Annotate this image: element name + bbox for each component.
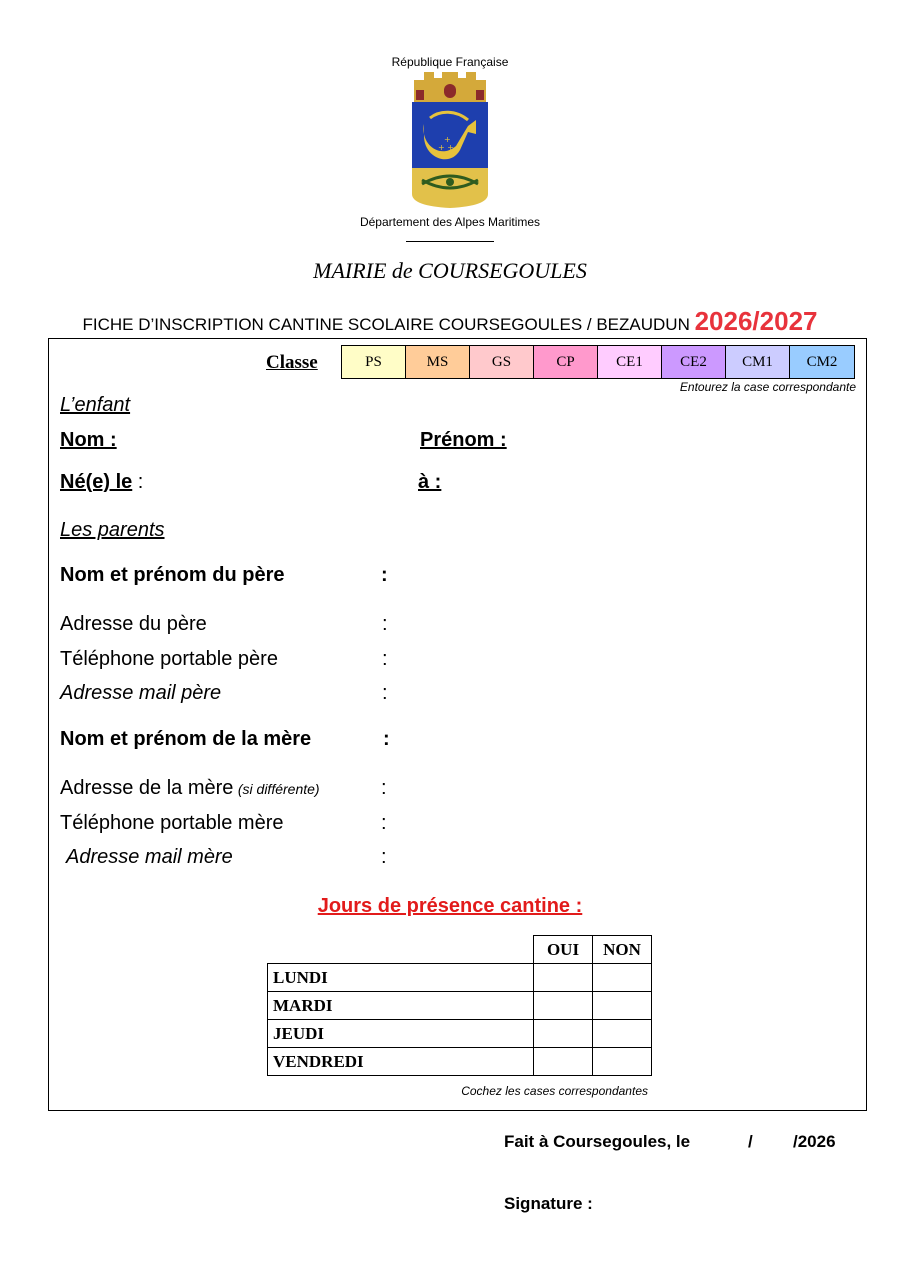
header-non: NON [593, 936, 652, 964]
classe-option-ce1[interactable]: CE1 [598, 346, 662, 378]
mardi-oui-checkbox[interactable] [534, 992, 593, 1020]
mere-tel-label: Téléphone portable mère [60, 812, 284, 834]
mere-nom-colon: : [383, 728, 390, 750]
mairie-title: MAIRIE de COURSEGOULES [313, 258, 587, 283]
jours-hint: Cochez les cases correspondantes [461, 1084, 648, 1098]
date-slash: / [748, 1132, 753, 1151]
pere-tel-colon: : [382, 648, 388, 670]
pere-nom-label: Nom et prénom du père [60, 564, 285, 586]
classe-option-gs[interactable]: GS [470, 346, 534, 378]
vendredi-oui-checkbox[interactable] [534, 1048, 593, 1076]
ne-le-label [60, 471, 143, 494]
mere-nom-label: Nom et prénom de la mère [60, 728, 312, 750]
lieu-naissance-label: à : [418, 471, 442, 493]
fiche-title-text: FICHE D’INSCRIPTION CANTINE SCOLAIRE COURSEGOULES / BEZAUDUN [82, 315, 690, 334]
pere-adresse-label: Adresse du père [60, 613, 207, 635]
svg-text:+ +: + + [438, 143, 454, 152]
jeudi-non-checkbox[interactable] [593, 1020, 652, 1048]
pere-mail-colon: : [382, 682, 388, 704]
svg-text:+: + [444, 135, 451, 144]
jours-table [267, 935, 652, 1076]
divider [406, 241, 494, 242]
day-lundi: LUNDI [268, 964, 534, 992]
lundi-oui-checkbox[interactable] [534, 964, 593, 992]
day-jeudi: JEUDI [268, 1020, 534, 1048]
mere-adresse-colon: : [381, 777, 387, 799]
classe-option-cm2[interactable]: CM2 [790, 346, 854, 378]
mere-tel-colon: : [381, 812, 387, 834]
vendredi-non-checkbox[interactable] [593, 1048, 652, 1076]
ne-le-text: Né(e) le [60, 471, 133, 493]
mere-mail-colon: : [381, 846, 387, 868]
classe-option-ms[interactable]: MS [406, 346, 470, 378]
classe-option-ce2[interactable]: CE2 [662, 346, 726, 378]
classe-label: Classe [266, 352, 318, 373]
prenom-label: Prénom : [420, 429, 507, 451]
signature-label: Signature : [504, 1194, 593, 1213]
pere-mail-label: Adresse mail père [60, 682, 222, 704]
fiche-title [0, 306, 900, 337]
classe-option-ps[interactable]: PS [342, 346, 406, 378]
enfant-section-title: L’enfant [60, 394, 131, 416]
classe-option-cp[interactable]: CP [534, 346, 598, 378]
school-year: 2026/2027 [694, 306, 818, 336]
classe-option-cm1[interactable]: CM1 [726, 346, 790, 378]
coat-of-arms-icon [410, 72, 490, 210]
date-year: /2026 [793, 1132, 836, 1151]
mere-adresse-note: (si différente) [237, 781, 320, 797]
nom-label: Nom : [60, 429, 117, 451]
table-row [268, 1020, 652, 1048]
mere-adresse-text: Adresse de la mère [60, 777, 234, 799]
pere-tel-label: Téléphone portable père [60, 648, 278, 670]
table-row [268, 1048, 652, 1076]
pere-nom-colon: : [381, 564, 388, 586]
mardi-non-checkbox[interactable] [593, 992, 652, 1020]
classe-selector [341, 345, 855, 379]
departement: Département des Alpes Maritimes [359, 215, 541, 229]
day-vendredi: VENDREDI [268, 1048, 534, 1076]
ne-le-colon: : [132, 471, 144, 493]
fait-a-label: Fait à Coursegoules, le [504, 1132, 691, 1151]
mere-mail-label: Adresse mail mère [66, 846, 233, 868]
jeudi-oui-checkbox[interactable] [534, 1020, 593, 1048]
table-corner [268, 936, 534, 964]
lundi-non-checkbox[interactable] [593, 964, 652, 992]
mere-adresse-label [60, 777, 320, 800]
republique-francaise: République Française [391, 55, 509, 69]
table-row [268, 964, 652, 992]
table-row [268, 992, 652, 1020]
parents-section-title: Les parents [60, 519, 165, 541]
header-oui: OUI [534, 936, 593, 964]
jours-title: Jours de présence cantine : [317, 895, 583, 917]
day-mardi: MARDI [268, 992, 534, 1020]
pere-adresse-colon: : [382, 613, 388, 635]
classe-hint: Entourez la case correspondante [679, 380, 856, 394]
